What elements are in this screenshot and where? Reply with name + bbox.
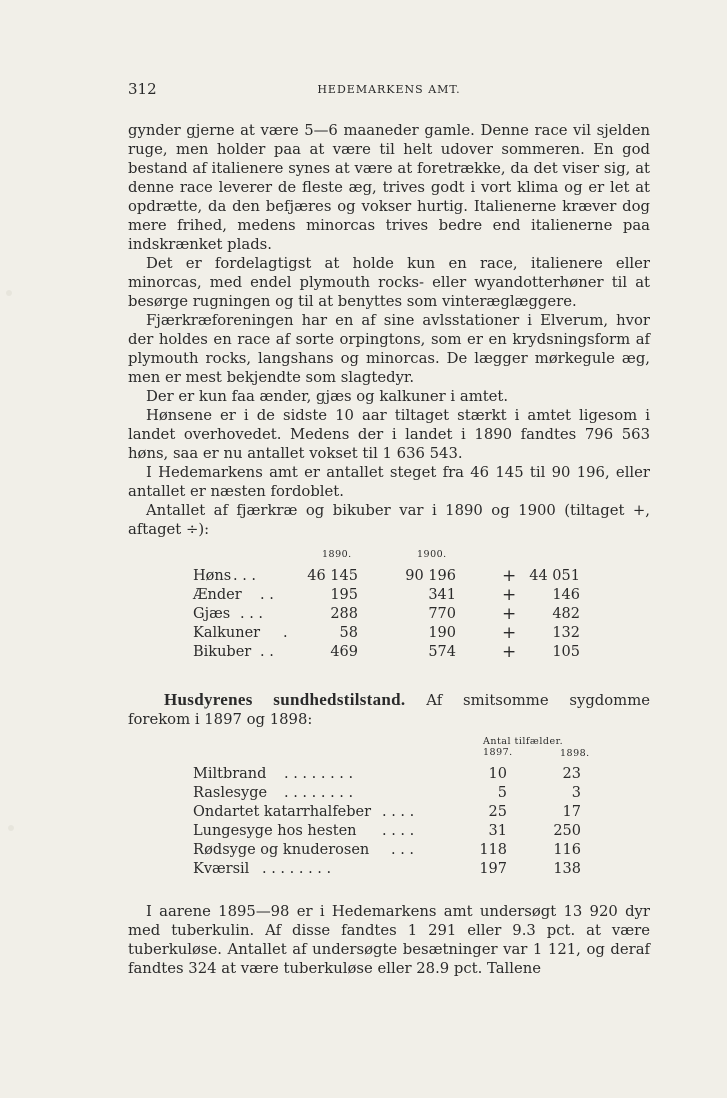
value-1900: 90 196	[405, 568, 456, 584]
value-1898: 250	[553, 823, 581, 839]
page-number: 312	[128, 80, 157, 98]
leader-dots: . . .	[240, 606, 264, 622]
section-heading: Husdyrenes sundhedstilstand.	[164, 690, 406, 709]
increase-sign: +	[502, 604, 517, 624]
value-1890: 58	[339, 625, 358, 641]
leader-dots: . . . .	[382, 804, 415, 820]
value-1898: 116	[553, 842, 581, 858]
change-value: 146	[552, 587, 580, 603]
value-1890: 46 145	[307, 568, 358, 584]
value-1890: 469	[330, 644, 358, 660]
leader-dots: . . . .	[382, 823, 415, 839]
row-label: Rødsyge og knuderosen	[193, 842, 370, 858]
increase-sign: +	[502, 585, 517, 605]
paragraph: I Hedemarkens amt er antallet steget fra 46 145 til 90 196, eller antallet er næsten fordoblet.	[128, 464, 650, 500]
row-label: Ondartet katarrhalfeber	[193, 804, 372, 820]
section-intro	[128, 690, 650, 729]
change-value: 482	[552, 606, 580, 622]
paragraph: Det er fordelagtigst at holde kun en race, italienere eller minorcas, med endel plymouth rocks- eller wyandotterhøner til at besørge rugningen og til at benyttes som vinteræglæggere.	[128, 255, 650, 310]
increase-sign: +	[502, 623, 517, 643]
paragraph: gynder gjerne at være 5—6 maaneder gamle. Denne race vil sjelden ruge, men holder paa at være til helt udover sommeren. En god bestand af italienere synes at være at foretrække, da det viser sig, at denne race leverer de fleste æg, trives godt i vort klima og er let at opdrætte, da den befjæres og vokser hurtig. Italienerne kræver dog mere frihed, medens minorcas trives bedre end italienerne paa indskrænket plads.	[128, 122, 650, 253]
row-label: Kalkuner	[193, 625, 261, 641]
paragraph: Fjærkræforeningen har en af sine avlsstationer i Elverum, hvor der holdes en race af sorte orpingtons, som er en krydsningsform af plymouth rocks, langshans og minorcas. De lægger mørkegule æg, men er mest bekjendte som slagtedyr.	[128, 312, 650, 386]
row-label: Raslesyge	[193, 785, 268, 801]
value-1900: 770	[428, 606, 456, 622]
change-value: 132	[552, 625, 580, 641]
paragraph: Antallet af fjærkræ og bikuber var i 1890 og 1900 (tiltaget +, aftaget ÷):	[128, 502, 650, 538]
column-header-1898: 1898.	[560, 748, 590, 759]
leader-dots: . . . . . . . .	[284, 766, 354, 782]
body-text-bottom	[128, 902, 650, 978]
value-1898: 23	[562, 766, 581, 782]
body-text-top	[128, 121, 650, 539]
column-group-header: Antal tilfælder.	[483, 736, 564, 747]
value-1897: 197	[479, 861, 507, 877]
row-label: Bikuber	[193, 644, 252, 660]
leader-dots: . . .	[391, 842, 415, 858]
row-label: Ænder	[193, 587, 242, 603]
row-label: Kværsil	[193, 861, 250, 877]
value-1890: 288	[330, 606, 358, 622]
value-1897: 10	[488, 766, 507, 782]
value-1897: 118	[479, 842, 507, 858]
column-header-1890: 1890.	[322, 549, 352, 560]
running-head: HEDEMARKENS AMT.	[317, 83, 461, 96]
value-1898: 138	[553, 861, 581, 877]
leader-dots: .	[283, 625, 288, 641]
value-1900: 190	[428, 625, 456, 641]
paper-speck	[8, 825, 14, 831]
value-1897: 5	[497, 785, 507, 801]
change-value: 105	[552, 644, 580, 660]
column-header-1897: 1897.	[483, 747, 513, 758]
value-1897: 25	[488, 804, 507, 820]
leader-dots: . .	[260, 644, 274, 660]
paper-speck	[6, 290, 12, 296]
value-1900: 341	[428, 587, 456, 603]
leader-dots: . . . . . . . .	[262, 861, 332, 877]
column-header-1900: 1900.	[417, 549, 447, 560]
paragraph: Hønsene er i de sidste 10 aar tiltaget stærkt i amtet ligesom i landet overhovedet. Medens der i landet i 1890 fandtes 796 563 høns, saa er nu antallet vokset til 1 636 543.	[128, 407, 650, 462]
paragraph: Der er kun faa ænder, gjæs og kalkuner i amtet.	[146, 388, 509, 405]
paragraph	[128, 690, 650, 729]
increase-sign: +	[502, 642, 517, 662]
change-value: 44 051	[529, 568, 580, 584]
section-intro-text: Af smitsomme sygdomme forekom i 1897 og 1898:	[128, 692, 651, 728]
value-1900: 574	[428, 644, 456, 660]
value-1898: 3	[571, 785, 581, 801]
row-label: Gjæs	[193, 606, 231, 622]
row-label: Miltbrand	[193, 766, 267, 782]
page-header	[128, 80, 650, 100]
row-label: Høns	[193, 568, 232, 584]
paragraph: I aarene 1895—98 er i Hedemarkens amt undersøgt 13 920 dyr med tuberkulin. Af disse fandtes 1 291 eller 9.3 pct. at være tuberkuløse. Antallet af undersøgte besætninger var 1 121, og deraf fandtes 324 at være tuberkuløse eller 28.9 pct. Tallene	[128, 903, 650, 977]
leader-dots: . . . . . . . .	[284, 785, 354, 801]
value-1890: 195	[330, 587, 358, 603]
leader-dots: . . .	[233, 568, 257, 584]
increase-sign: +	[502, 566, 517, 586]
leader-dots: . .	[260, 587, 274, 603]
row-label: Lungesyge hos hesten	[193, 823, 357, 839]
value-1898: 17	[562, 804, 581, 820]
value-1897: 31	[488, 823, 507, 839]
